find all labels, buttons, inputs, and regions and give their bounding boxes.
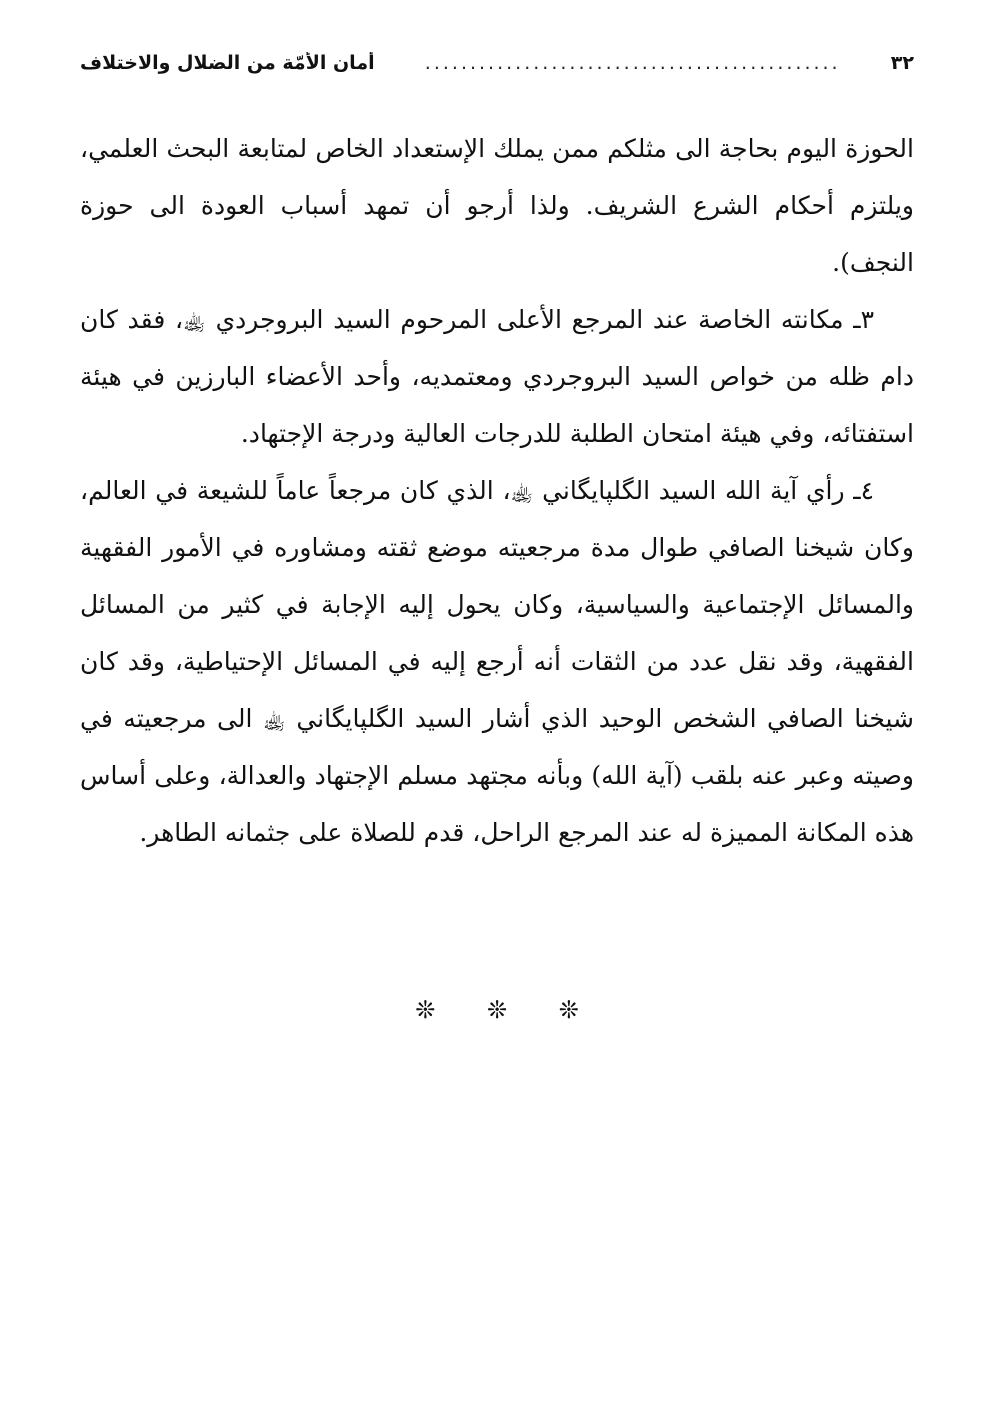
asterism-icon: ❊ xyxy=(558,996,579,1024)
paragraph: ٤ـ رأي آية الله السيد الگلپايگاني ﵀، الذي كان مرجعاً عاماً للشيعة في العالم، وكان شيخنا الصافي طوال مدة مرجعيته موضع ثقته ومشاوره في الأمور الفقهية والمسائل الإجتماعية والسياسية، وكان يحول إليه الإجابة في كثير من المسائل الفقهية، وقد نقل عدد من الثقات أنه أرجع إليه في المسائل الإحتياطية، وقد كان شيخنا الصافي الشخص الوحيد الذي أشار السيد الگلپايگاني ﵀ الى مرجعيته في وصيته وعبر عنه بلقب (آية الله) وبأنه مجتهد مسلم الإجتهاد والعدالة، وعلى أساس هذه المكانة المميزة له عند المرجع الراحل، قدم للصلاة على جثمانه الطاهر. xyxy=(80,476,914,847)
asterism-icon: ❊ xyxy=(415,996,436,1024)
book-title: أمان الأُمّة من الضلال والاختلاف xyxy=(80,52,375,74)
book-page xyxy=(80,52,914,861)
paragraph: الحوزة اليوم بحاجة الى مثلكم ممن يملك الإستعداد الخاص لمتابعة البحث العلمي، ويلتزم أحكام الشرع الشريف. ولذا أرجو أن تمهد أسباب العودة الى حوزة النجف). xyxy=(80,134,914,277)
page-number: ٣٢ xyxy=(890,52,914,74)
asterism-icon: ❊ xyxy=(486,996,508,1024)
paragraph: ٣ـ مكانته الخاصة عند المرجع الأعلى المرحوم السيد البروجردي ﵀، فقد كان دام ظله من خواص السيد البروجردي ومعتمديه، وأحد الأعضاء البارزين في هيئة استفتائه، وفي هيئة امتحان الطلبة للدرجات العالية ودرجة الإجتهاد. xyxy=(80,305,914,448)
dot-leader: .............................................. xyxy=(424,52,841,74)
running-header xyxy=(80,52,914,92)
body-text xyxy=(80,120,914,861)
section-ornament xyxy=(0,996,994,1024)
